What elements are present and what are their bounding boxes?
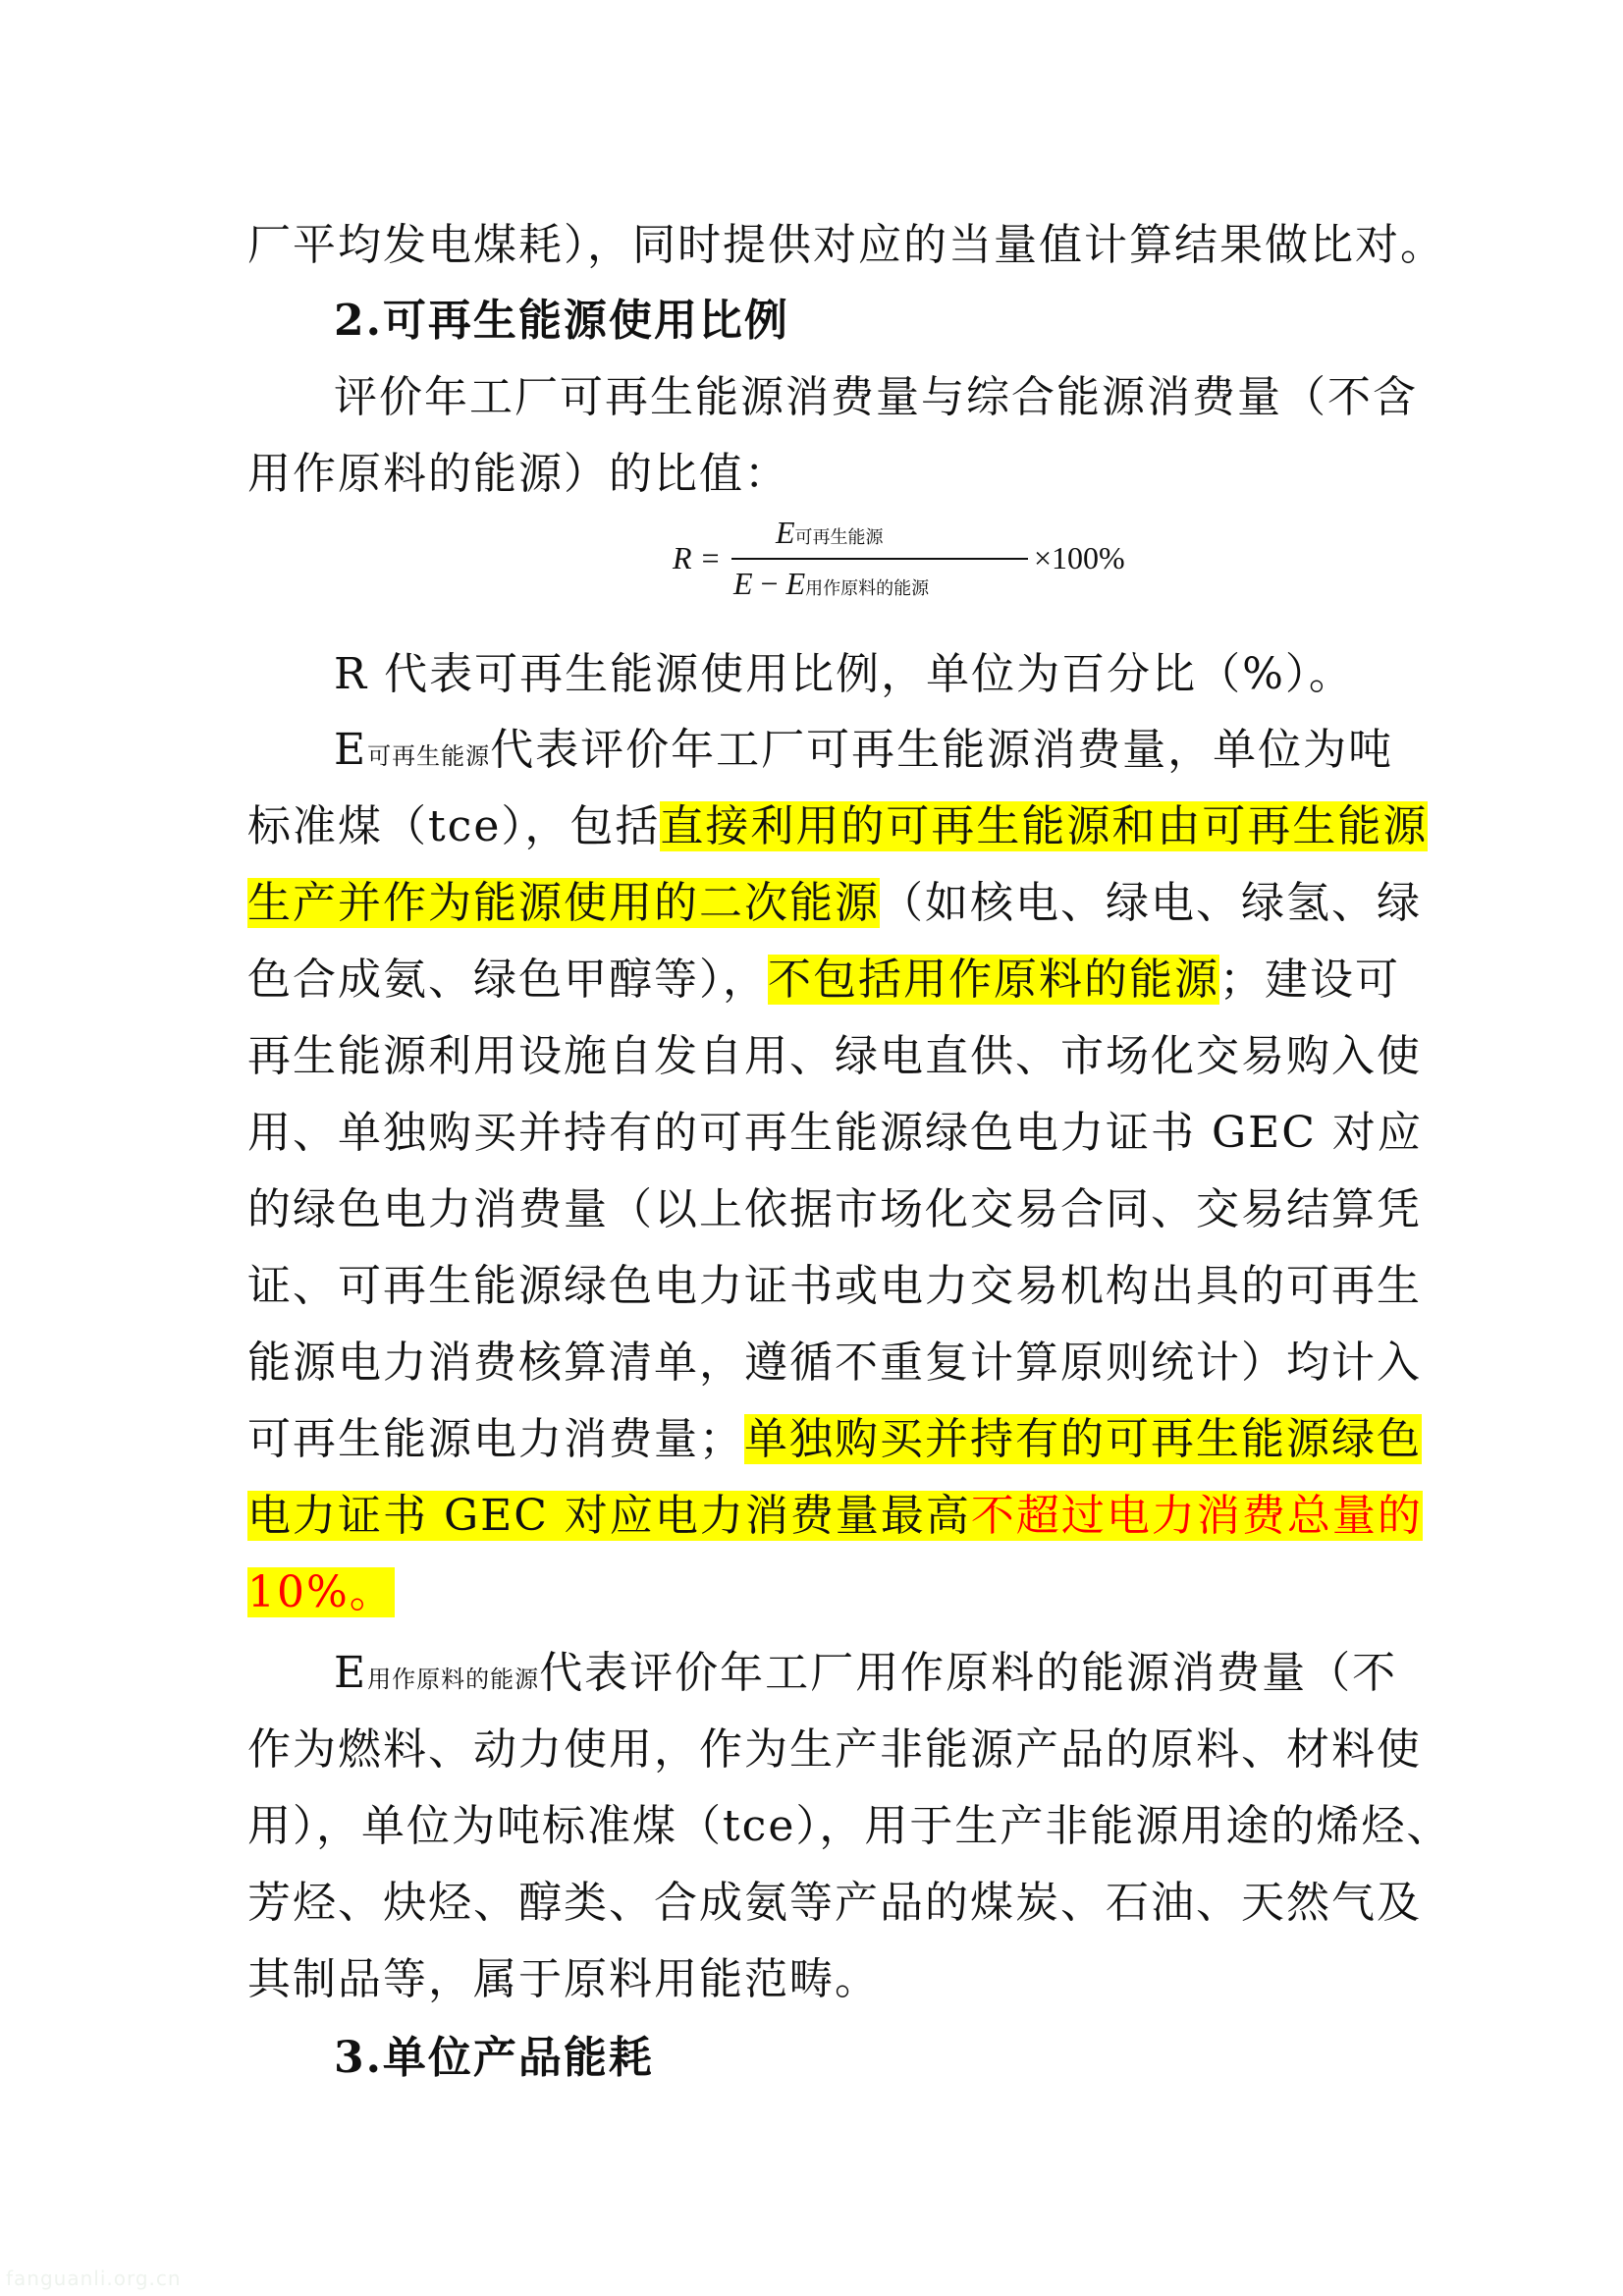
paragraph-line: 厂平均发电煤耗），同时提供对应的当量值计算结果做比对。 bbox=[247, 220, 1445, 270]
paragraph-line: E可再生能源代表评价年工厂可再生能源消费量，单位为吨 bbox=[334, 725, 1394, 775]
highlighted-text: 直接利用的可再生能源和由可再生能源 bbox=[660, 801, 1429, 851]
formula-multiplier: ×100% bbox=[1034, 540, 1125, 575]
paragraph-line: 用作原料的能源）的比值： bbox=[247, 449, 789, 499]
fraction-bar bbox=[731, 558, 1028, 560]
paragraph-line: 的绿色电力消费量（以上依据市场化交易合同、交易结算凭 bbox=[247, 1184, 1422, 1234]
paragraph-line: E用作原料的能源代表评价年工厂用作原料的能源消费量（不 bbox=[334, 1648, 1398, 1698]
formula-lhs: R = bbox=[673, 540, 722, 575]
paragraph-line: 芳烃、炔烃、醇类、合成氨等产品的煤炭、石油、天然气及 bbox=[247, 1878, 1422, 1928]
paragraph-line: 再生能源利用设施自发自用、绿电直供、市场化交易购入使 bbox=[247, 1031, 1422, 1081]
paragraph-line: 其制品等，属于原料用能范畴。 bbox=[247, 1954, 880, 2004]
highlighted-text: 不包括用作原料的能源 bbox=[768, 955, 1219, 1005]
paragraph-line: 用、单独购买并持有的可再生能源绿色电力证书 GEC 对应 bbox=[247, 1108, 1423, 1158]
paragraph-line: 评价年工厂可再生能源消费量与综合能源消费量（不含 bbox=[334, 372, 1418, 422]
paragraph-line: 可再生能源电力消费量；单独购买并持有的可再生能源绿色 bbox=[247, 1414, 1422, 1464]
highlighted-text: 生产并作为能源使用的二次能源 bbox=[247, 878, 880, 928]
paragraph-line: 生产并作为能源使用的二次能源（如核电、绿电、绿氢、绿 bbox=[247, 878, 1422, 928]
paragraph-line: 证、可再生能源绿色电力证书或电力交易机构出具的可再生 bbox=[247, 1261, 1422, 1311]
paragraph-line bbox=[247, 1561, 1386, 1624]
section-heading-3: 3.单位产品能耗 bbox=[334, 2033, 654, 2083]
paragraph-line bbox=[247, 1485, 1423, 1548]
highlighted-red-text: 不超过电力消费总量的 bbox=[970, 1491, 1423, 1541]
paragraph-line: 标准煤（tce），包括直接利用的可再生能源和由可再生能源 bbox=[247, 801, 1429, 851]
paragraph-line: R 代表可再生能源使用比例，单位为百分比（%）。 bbox=[334, 649, 1354, 699]
formula-denominator: E − E用作原料的能源 bbox=[733, 566, 930, 601]
paragraph-line: 用），单位为吨标准煤（tce），用于生产非能源用途的烯烃、 bbox=[247, 1801, 1452, 1851]
paragraph-line: 能源电力消费核算清单，遵循不重复计算原则统计）均计入 bbox=[247, 1338, 1422, 1388]
paragraph-line: 色合成氨、绿色甲醇等），不包括用作原料的能源；建设可 bbox=[247, 955, 1400, 1005]
formula-numerator: E可再生能源 bbox=[776, 515, 884, 550]
highlighted-text: 电力证书 GEC 对应电力消费量最高 bbox=[247, 1491, 971, 1541]
paragraph-line: 作为燃料、动力使用，作为生产非能源产品的原料、材料使 bbox=[247, 1724, 1422, 1775]
section-heading-2: 2.可再生能源使用比例 bbox=[334, 296, 789, 346]
ratio-formula bbox=[673, 515, 1125, 613]
highlighted-red-text: 10%。 bbox=[247, 1567, 395, 1617]
highlighted-text: 单独购买并持有的可再生能源绿色 bbox=[744, 1414, 1422, 1464]
watermark: fanguanli.org.cn bbox=[6, 2267, 182, 2290]
